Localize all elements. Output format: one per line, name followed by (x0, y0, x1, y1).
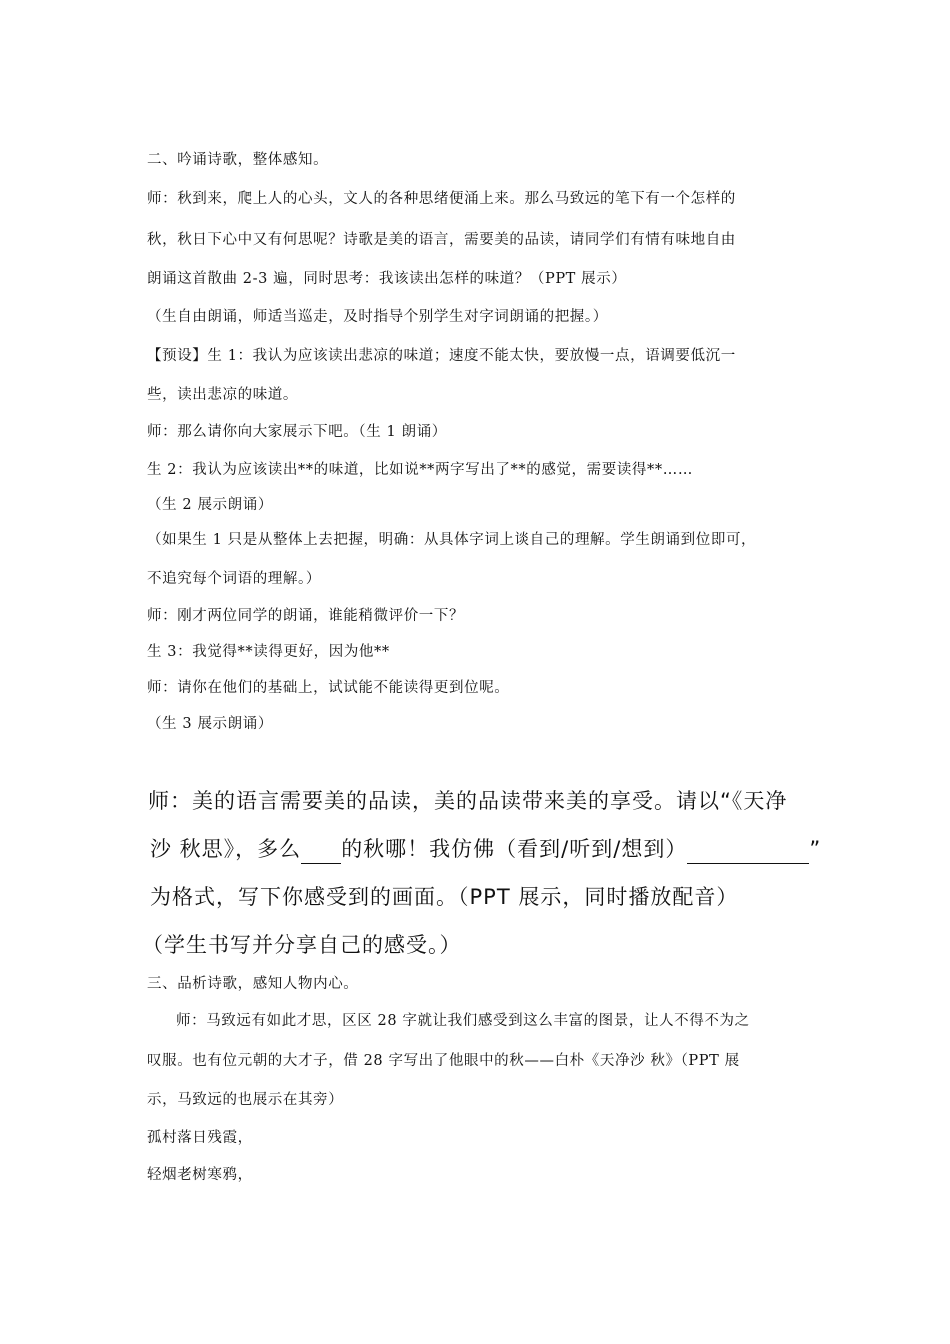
paragraph-line: 不追究每个词语的理解。） (147, 571, 321, 587)
section-heading-3: 三、品析诗歌，感知人物内心。 (147, 976, 359, 992)
paragraph-line: 些，读出悲凉的味道。 (147, 387, 298, 403)
paragraph-line: （生自由朗诵，师适当巡走，及时指导个别学生对字词朗诵的把握。） (147, 309, 608, 325)
paragraph-line: 叹服。也有位元朝的大才子，借 28 字写出了他眼中的秋——白朴《天净沙 秋》（PPT 展 (147, 1053, 740, 1069)
paragraph-line: （生 3 展示朗诵） (147, 716, 273, 732)
image-text-segment: 沙 秋思》，多么 (150, 837, 302, 861)
image-text-segment: 的秋哪！我仿佛（看到/听到/想到） (341, 837, 688, 861)
paragraph-line: 师：刚才两位同学的朗诵，谁能稍微评价一下？ (147, 608, 465, 624)
paragraph-line: 师：请你在他们的基础上，试试能不能读得更到位呢。 (147, 680, 510, 696)
image-text-line: 师：美的语言需要美的品读，美的品读带来美的享受。请以“《天净 (148, 789, 788, 813)
paragraph-line: 师：秋到来，爬上人的心头，文人的各种思绪便涌上来。那么马致远的笔下有一个怎样的 (147, 191, 736, 207)
image-text-line (150, 834, 821, 864)
paragraph-line: 生 2：我认为应该读出**的味道，比如说**两字写出了**的感觉，需要读得**…… (147, 462, 693, 478)
paragraph-line: 示，马致远的也展示在其旁） (147, 1092, 344, 1108)
paragraph-line: （如果生 1 只是从整体上去把握，明确：从具体字词上谈自己的理解。学生朗诵到位即可， (147, 532, 757, 548)
poem-line: 孤村落日残霞， (147, 1130, 253, 1146)
image-text-line: 为格式，写下你感受到的画面。（PPT 展示，同时播放配音） (150, 885, 739, 909)
paragraph-line: 秋，秋日下心中又有何思呢？诗歌是美的语言，需要美的品读，请同学们有情有味地自由 (147, 232, 736, 248)
section-heading-2: 二、吟诵诗歌，整体感知。 (147, 152, 329, 168)
poem-line: 轻烟老树寒鸦， (147, 1167, 253, 1183)
paragraph-line: （生 2 展示朗诵） (147, 497, 273, 513)
fill-in-blank (301, 841, 341, 864)
image-text-line: （学生书写并分享自己的感受。） (142, 933, 462, 957)
paragraph-line: 生 3：我觉得**读得更好，因为他** (147, 644, 390, 660)
fill-in-blank (687, 841, 809, 864)
paragraph-line: 朗诵这首散曲 2-3 遍，同时思考：我该读出怎样的味道？（PPT 展示） (147, 271, 627, 287)
image-text-segment: ” (809, 837, 822, 861)
paragraph-line: 师：马致远有如此才思，区区 28 字就让我们感受到这么丰富的图景，让人不得不为之 (176, 1013, 750, 1029)
paragraph-line: 师：那么请你向大家展示下吧。（生 1 朗诵） (147, 424, 447, 440)
paragraph-line: 【预设】生 1：我认为应该读出悲凉的味道；速度不能太快，要放慢一点，语调要低沉一 (147, 348, 736, 364)
